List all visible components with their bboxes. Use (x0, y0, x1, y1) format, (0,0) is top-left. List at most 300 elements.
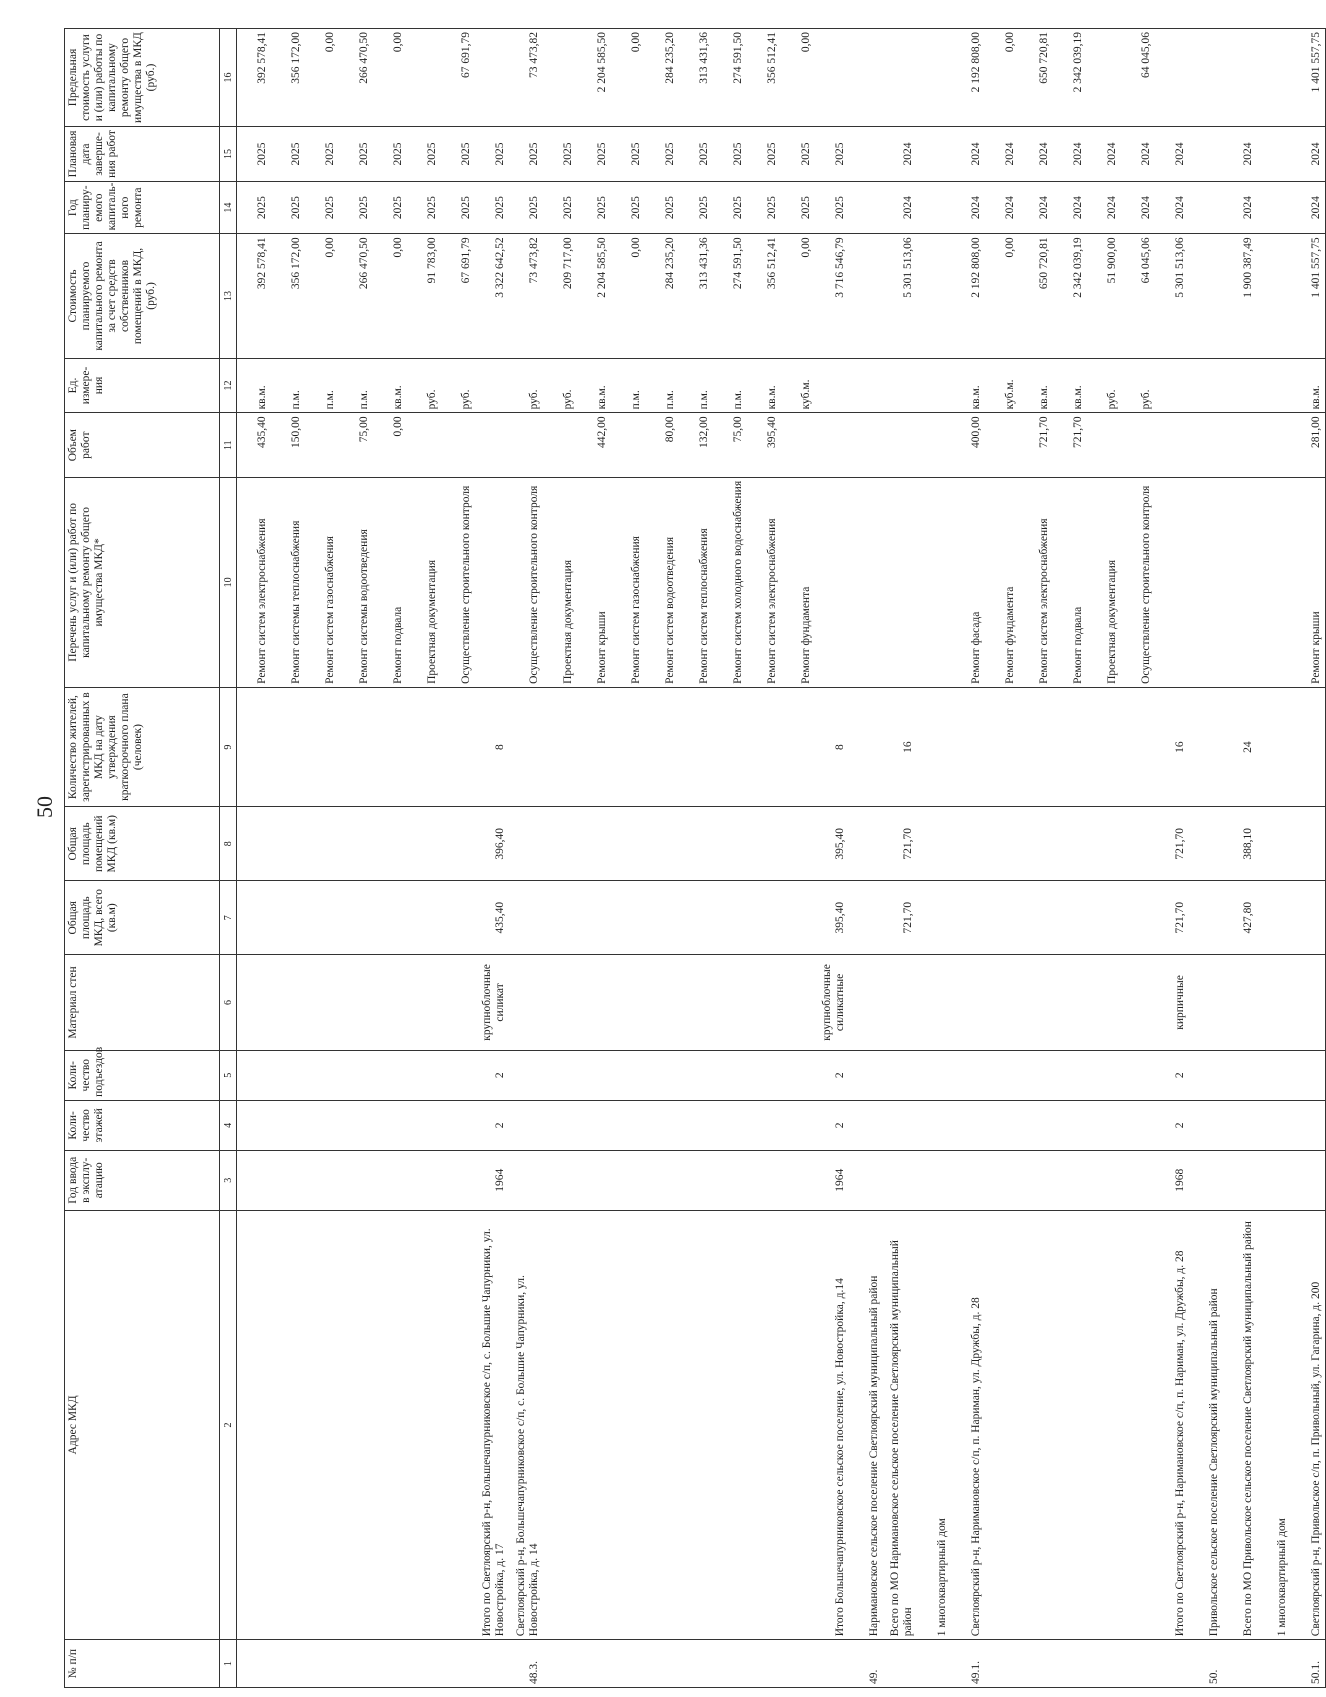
work-volume-cell: 132,00 (679, 413, 713, 477)
unit-cell (815, 358, 849, 413)
repair-year-cell: 2025 (509, 181, 543, 234)
total-area-cell: 721,70 (1155, 881, 1189, 955)
year-built-cell (849, 1150, 883, 1210)
work-volume-cell (781, 413, 815, 477)
address-cell (747, 1210, 781, 1640)
floors-cell: 2 (815, 1100, 849, 1150)
planned-cost-cell: 2 204 585,50 (577, 234, 611, 358)
completion-date-cell: 2025 (611, 127, 645, 182)
floors-cell (917, 1100, 951, 1150)
unit-cell: кв.м. (373, 358, 407, 413)
completion-date-cell: 2025 (271, 127, 305, 182)
wall-material-cell (611, 955, 645, 1050)
year-built-cell (1223, 1150, 1257, 1210)
table-row (747, 29, 781, 1688)
table-row (985, 29, 1019, 1688)
premises-area-cell (747, 807, 781, 881)
work-volume-cell: 721,70 (1053, 413, 1087, 477)
floors-cell (373, 1100, 407, 1150)
planned-cost-cell: 91 783,00 (407, 234, 441, 358)
floors-cell (543, 1100, 577, 1150)
completion-date-cell: 2024 (1155, 127, 1189, 182)
unit-cell: кв.м. (1019, 358, 1053, 413)
work-type-cell (883, 477, 917, 687)
address-cell: Всего по МО Наримановское сельское поселение Светлоярский муниципальный район (883, 1210, 917, 1640)
max-cost-cell: 650 720,81 (1019, 29, 1053, 127)
address-cell: Итого по Светлоярский р-н, Большечапурниковское с/п, с. Большие Чапурники, ул. Новостройка, д. 17 (475, 1210, 509, 1640)
max-cost-cell (815, 29, 849, 127)
completion-date-cell: 2024 (883, 127, 917, 182)
wall-material-cell (917, 955, 951, 1050)
row-number (305, 1640, 339, 1688)
wall-material-cell (679, 955, 713, 1050)
work-type-cell: Ремонт систем газоснабжения (611, 477, 645, 687)
address-cell (1053, 1210, 1087, 1640)
work-volume-cell: 75,00 (339, 413, 373, 477)
premises-area-cell (305, 807, 339, 881)
max-cost-cell (543, 29, 577, 127)
row-number (1053, 1640, 1087, 1688)
wall-material-cell (883, 955, 917, 1050)
row-number (475, 1640, 509, 1688)
residents-cell (781, 687, 815, 806)
planned-cost-cell: 356 512,41 (747, 234, 781, 358)
table-row (339, 29, 373, 1688)
premises-area-cell (679, 807, 713, 881)
planned-cost-cell: 650 720,81 (1019, 234, 1053, 358)
floors-cell (985, 1100, 1019, 1150)
column-number-5: 5 (220, 1050, 237, 1100)
work-volume-cell: 75,00 (713, 413, 747, 477)
floors-cell (679, 1100, 713, 1150)
column-number-8: 8 (220, 807, 237, 881)
total-area-cell (373, 881, 407, 955)
year-built-cell (305, 1150, 339, 1210)
work-type-cell: Ремонт подвала (373, 477, 407, 687)
residents-cell: 24 (1223, 687, 1257, 806)
completion-date-cell: 2024 (1019, 127, 1053, 182)
total-area-cell (1053, 881, 1087, 955)
completion-date-cell: 2024 (1223, 127, 1257, 182)
planned-cost-cell: 2 342 039,19 (1053, 234, 1087, 358)
year-built-cell (339, 1150, 373, 1210)
premises-area-cell (407, 807, 441, 881)
work-type-cell (1155, 477, 1189, 687)
unit-cell (1155, 358, 1189, 413)
wall-material-cell (849, 955, 883, 1050)
year-built-cell (1121, 1150, 1155, 1210)
total-area-cell (849, 881, 883, 955)
row-number (781, 1640, 815, 1688)
completion-date-cell (1189, 127, 1223, 182)
unit-cell (1189, 358, 1223, 413)
table-row (407, 29, 441, 1688)
residents-cell (577, 687, 611, 806)
table-row (373, 29, 407, 1688)
work-type-cell: Ремонт крыши (1291, 477, 1326, 687)
total-area-cell (1087, 881, 1121, 955)
wall-material-cell (237, 955, 272, 1050)
work-type-cell: Ремонт систем теплоснабжения (679, 477, 713, 687)
address-cell (339, 1210, 373, 1640)
entrances-cell (237, 1050, 272, 1100)
year-built-cell (645, 1150, 679, 1210)
entrances-cell: 2 (475, 1050, 509, 1100)
repair-year-cell (1189, 181, 1223, 234)
table-row (781, 29, 815, 1688)
residents-cell (1291, 687, 1326, 806)
address-cell: 1 многоквартирный дом (1257, 1210, 1291, 1640)
residents-cell (373, 687, 407, 806)
repair-year-cell: 2024 (1019, 181, 1053, 234)
premises-area-cell (1257, 807, 1291, 881)
premises-area-cell (917, 807, 951, 881)
planned-cost-cell: 3 716 546,79 (815, 234, 849, 358)
work-type-cell: Ремонт систем электроснабжения (1019, 477, 1053, 687)
total-area-cell (679, 881, 713, 955)
max-cost-cell: 1 401 557,75 (1291, 29, 1326, 127)
max-cost-cell (475, 29, 509, 127)
row-number (611, 1640, 645, 1688)
floors-cell (237, 1100, 272, 1150)
wall-material-cell: кирпичные (1155, 955, 1189, 1050)
wall-material-cell (1223, 955, 1257, 1050)
column-number-10: 10 (220, 477, 237, 687)
unit-cell: кв.м. (747, 358, 781, 413)
total-area-cell (1189, 881, 1223, 955)
work-type-cell: Ремонт фундамента (781, 477, 815, 687)
total-area-cell (985, 881, 1019, 955)
completion-date-cell: 2024 (951, 127, 985, 182)
unit-cell (1223, 358, 1257, 413)
entrances-cell (679, 1050, 713, 1100)
work-type-cell (1257, 477, 1291, 687)
year-built-cell (441, 1150, 475, 1210)
row-number (713, 1640, 747, 1688)
premises-area-cell (1291, 807, 1326, 881)
wall-material-cell (1087, 955, 1121, 1050)
repair-year-cell: 2025 (747, 181, 781, 234)
planned-cost-cell: 0,00 (373, 234, 407, 358)
work-type-cell: Ремонт систем холодного водоснабжения (713, 477, 747, 687)
address-cell (577, 1210, 611, 1640)
entrances-cell (1121, 1050, 1155, 1100)
work-type-cell: Ремонт системы теплоснабжения (271, 477, 305, 687)
unit-cell (849, 358, 883, 413)
address-cell: Светлоярский р-н, Большечапурниковское с/п, с. Большие Чапурники, ул. Новостройка, д. 14 (509, 1210, 543, 1640)
year-built-cell (509, 1150, 543, 1210)
work-volume-cell (305, 413, 339, 477)
repair-year-cell: 2025 (237, 181, 272, 234)
table-row (1053, 29, 1087, 1688)
max-cost-cell: 2 192 808,00 (951, 29, 985, 127)
table-row (1223, 29, 1257, 1688)
address-cell: Итого Большечапурниковское сельское поселение, ул. Новостройка, д.14 (815, 1210, 849, 1640)
address-cell (713, 1210, 747, 1640)
work-volume-cell: 0,00 (373, 413, 407, 477)
unit-cell: кв.м. (1291, 358, 1326, 413)
residents-cell (1189, 687, 1223, 806)
repair-year-cell: 2025 (407, 181, 441, 234)
work-volume-cell: 80,00 (645, 413, 679, 477)
planned-cost-cell: 3 322 642,52 (475, 234, 509, 358)
column-header-15: Плановая дата заверше-ния работ (65, 127, 220, 182)
max-cost-cell: 0,00 (373, 29, 407, 127)
entrances-cell (305, 1050, 339, 1100)
column-header-2: Адрес МКД (65, 1210, 220, 1640)
completion-date-cell: 2025 (407, 127, 441, 182)
completion-date-cell: 2025 (475, 127, 509, 182)
floors-cell (781, 1100, 815, 1150)
work-type-cell: Ремонт фундамента (985, 477, 1019, 687)
max-cost-cell (849, 29, 883, 127)
entrances-cell (1053, 1050, 1087, 1100)
max-cost-cell: 274 591,50 (713, 29, 747, 127)
floors-cell: 2 (1155, 1100, 1189, 1150)
entrances-cell (849, 1050, 883, 1100)
completion-date-cell: 2025 (815, 127, 849, 182)
entrances-cell (1291, 1050, 1326, 1100)
unit-cell (917, 358, 951, 413)
floors-cell (713, 1100, 747, 1150)
row-number (985, 1640, 1019, 1688)
premises-area-cell (373, 807, 407, 881)
row-number (883, 1640, 917, 1688)
total-area-cell (441, 881, 475, 955)
year-built-cell (747, 1150, 781, 1210)
row-number (1087, 1640, 1121, 1688)
address-cell: Итого по Светлоярский р-н, Наримановское с/п, п. Нариман, ул. Дружбы, д. 28 (1155, 1210, 1189, 1640)
column-number-1: 1 (220, 1640, 237, 1688)
floors-cell (1223, 1100, 1257, 1150)
row-number (1257, 1640, 1291, 1688)
year-built-cell (1189, 1150, 1223, 1210)
residents-cell (271, 687, 305, 806)
residents-cell (849, 687, 883, 806)
entrances-cell (611, 1050, 645, 1100)
premises-area-cell (1053, 807, 1087, 881)
total-area-cell: 427,80 (1223, 881, 1257, 955)
entrances-cell (1223, 1050, 1257, 1100)
planned-cost-cell: 356 172,00 (271, 234, 305, 358)
planned-cost-cell: 209 717,00 (543, 234, 577, 358)
unit-cell (475, 358, 509, 413)
address-cell (1019, 1210, 1053, 1640)
floors-cell (1257, 1100, 1291, 1150)
work-volume-cell (509, 413, 543, 477)
year-built-cell (1291, 1150, 1326, 1210)
column-number-13: 13 (220, 234, 237, 358)
work-volume-cell (1257, 413, 1291, 477)
work-type-cell: Проектная документация (543, 477, 577, 687)
repair-year-cell: 2024 (1223, 181, 1257, 234)
column-header-1: № п/п (65, 1640, 220, 1688)
column-header-11: Объем работ (65, 413, 220, 477)
table-row (475, 29, 509, 1688)
repair-year-cell: 2025 (645, 181, 679, 234)
wall-material-cell (1257, 955, 1291, 1050)
address-cell: Светлоярский р-н, Наримановское с/п, п. Нариман, ул. Дружбы, д. 28 (951, 1210, 985, 1640)
planned-cost-cell (917, 234, 951, 358)
work-volume-cell (1155, 413, 1189, 477)
planned-cost-cell: 313 431,36 (679, 234, 713, 358)
planned-cost-cell: 5 301 513,06 (883, 234, 917, 358)
floors-cell (271, 1100, 305, 1150)
column-header-3: Год ввода в эксплу-атацию (65, 1150, 220, 1210)
row-number (747, 1640, 781, 1688)
residents-cell (611, 687, 645, 806)
total-area-cell: 435,40 (475, 881, 509, 955)
column-header-14: Год планиру-емого капиталь-ного ремонта (65, 181, 220, 234)
entrances-cell (1087, 1050, 1121, 1100)
max-cost-cell: 356 512,41 (747, 29, 781, 127)
entrances-cell (509, 1050, 543, 1100)
unit-cell: п.м. (713, 358, 747, 413)
planned-cost-cell (1257, 234, 1291, 358)
work-volume-cell (1121, 413, 1155, 477)
total-area-cell (951, 881, 985, 955)
repair-year-cell: 2024 (951, 181, 985, 234)
wall-material-cell (1291, 955, 1326, 1050)
max-cost-cell: 0,00 (305, 29, 339, 127)
column-number-3: 3 (220, 1150, 237, 1210)
wall-material-cell: крупноблочные силикат (475, 955, 509, 1050)
year-built-cell: 1964 (475, 1150, 509, 1210)
address-cell: Наримановское сельское поселение Светлоярский муниципальный район (849, 1210, 883, 1640)
planned-cost-cell: 0,00 (985, 234, 1019, 358)
repair-year-cell: 2025 (271, 181, 305, 234)
floors-cell (339, 1100, 373, 1150)
residents-cell (645, 687, 679, 806)
completion-date-cell: 2025 (305, 127, 339, 182)
premises-area-cell (645, 807, 679, 881)
year-built-cell (1257, 1150, 1291, 1210)
premises-area-cell (1121, 807, 1155, 881)
wall-material-cell (1189, 955, 1223, 1050)
table-row (815, 29, 849, 1688)
planned-cost-cell: 2 192 808,00 (951, 234, 985, 358)
unit-cell: п.м. (645, 358, 679, 413)
residents-cell (407, 687, 441, 806)
row-number (237, 1640, 272, 1688)
work-volume-cell (849, 413, 883, 477)
repair-year-cell: 2025 (577, 181, 611, 234)
wall-material-cell (577, 955, 611, 1050)
completion-date-cell: 2024 (1121, 127, 1155, 182)
entrances-cell (1257, 1050, 1291, 1100)
work-type-cell: Ремонт систем водоотведения (645, 477, 679, 687)
planned-cost-cell: 392 578,41 (237, 234, 272, 358)
max-cost-cell: 67 691,79 (441, 29, 475, 127)
table-row (645, 29, 679, 1688)
column-number-15: 15 (220, 127, 237, 182)
repair-year-cell: 2024 (1053, 181, 1087, 234)
floors-cell (1189, 1100, 1223, 1150)
floors-cell (509, 1100, 543, 1150)
column-header-9: Количество жителей, зарегистрированных в МКД на дату утверждения краткосрочного плана (человек) (65, 687, 220, 806)
column-number-7: 7 (220, 881, 237, 955)
address-cell (645, 1210, 679, 1640)
premises-area-cell (1019, 807, 1053, 881)
work-type-cell: Осуществление строительного контроля (1121, 477, 1155, 687)
residents-cell (441, 687, 475, 806)
premises-area-cell: 721,70 (883, 807, 917, 881)
floors-cell (305, 1100, 339, 1150)
completion-date-cell: 2025 (543, 127, 577, 182)
work-type-cell (1189, 477, 1223, 687)
max-cost-cell (1223, 29, 1257, 127)
table-header-row (65, 29, 220, 1688)
entrances-cell (577, 1050, 611, 1100)
work-type-cell: Ремонт крыши (577, 477, 611, 687)
work-volume-cell (441, 413, 475, 477)
repair-year-cell: 2025 (815, 181, 849, 234)
premises-area-cell (985, 807, 1019, 881)
wall-material-cell (1019, 955, 1053, 1050)
row-number (645, 1640, 679, 1688)
repair-year-cell: 2024 (1087, 181, 1121, 234)
wall-material-cell (407, 955, 441, 1050)
completion-date-cell: 2025 (441, 127, 475, 182)
completion-date-cell (1257, 127, 1291, 182)
planned-cost-cell: 284 235,20 (645, 234, 679, 358)
max-cost-cell: 0,00 (781, 29, 815, 127)
floors-cell (645, 1100, 679, 1150)
wall-material-cell (305, 955, 339, 1050)
capital-repair-plan-sheet (64, 28, 1322, 1688)
completion-date-cell: 2025 (645, 127, 679, 182)
max-cost-cell (1155, 29, 1189, 127)
planned-cost-cell: 0,00 (305, 234, 339, 358)
completion-date-cell: 2025 (237, 127, 272, 182)
row-number (1155, 1640, 1189, 1688)
work-volume-cell (407, 413, 441, 477)
work-type-cell: Ремонт системы водоотведения (339, 477, 373, 687)
unit-cell: руб. (407, 358, 441, 413)
entrances-cell (747, 1050, 781, 1100)
address-cell (1087, 1210, 1121, 1640)
floors-cell (1121, 1100, 1155, 1150)
column-header-5: Коли-чество подъездов (65, 1050, 220, 1100)
planned-cost-cell: 1 900 387,49 (1223, 234, 1257, 358)
premises-area-cell (543, 807, 577, 881)
planned-cost-cell: 67 691,79 (441, 234, 475, 358)
column-number-2: 2 (220, 1210, 237, 1640)
page-number: 50 (32, 796, 57, 818)
planned-cost-cell: 73 473,82 (509, 234, 543, 358)
repair-year-cell: 2025 (543, 181, 577, 234)
work-type-cell: Ремонт систем газоснабжения (305, 477, 339, 687)
address-cell (611, 1210, 645, 1640)
wall-material-cell (373, 955, 407, 1050)
repair-year-cell: 2025 (713, 181, 747, 234)
premises-area-cell: 396,40 (475, 807, 509, 881)
max-cost-cell: 73 473,82 (509, 29, 543, 127)
premises-area-cell (339, 807, 373, 881)
max-cost-cell: 266 470,50 (339, 29, 373, 127)
planned-cost-cell (1189, 234, 1223, 358)
floors-cell (1087, 1100, 1121, 1150)
repair-year-cell: 2024 (985, 181, 1019, 234)
wall-material-cell (951, 955, 985, 1050)
residents-cell (509, 687, 543, 806)
total-area-cell (713, 881, 747, 955)
table-row (237, 29, 272, 1688)
row-number: 50.1. (1291, 1640, 1326, 1688)
wall-material-cell (985, 955, 1019, 1050)
wall-material-cell (713, 955, 747, 1050)
completion-date-cell: 2025 (713, 127, 747, 182)
